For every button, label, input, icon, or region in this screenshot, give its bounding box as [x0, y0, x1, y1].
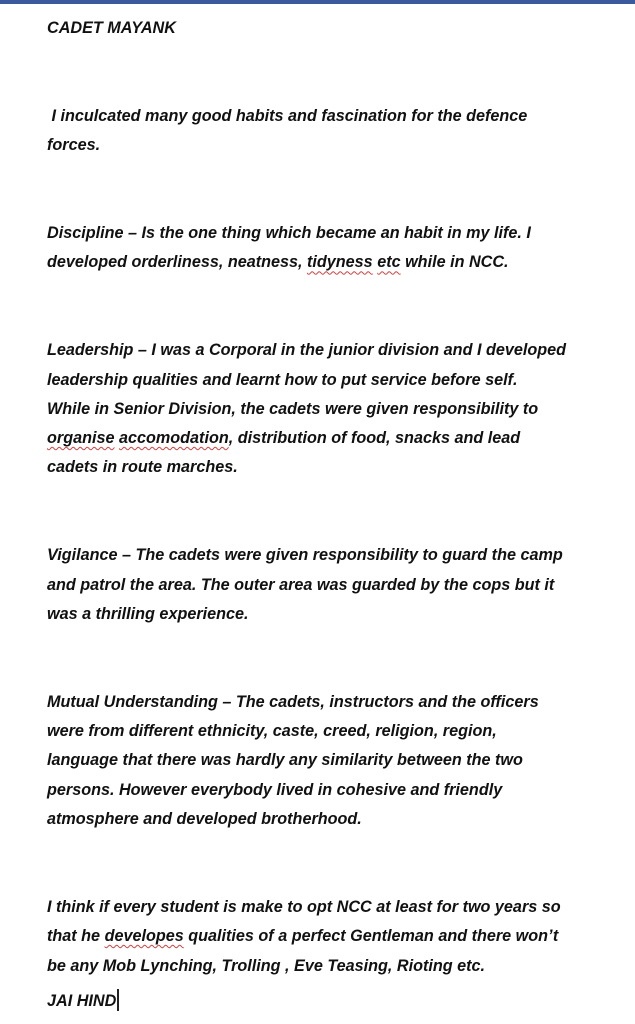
text-cursor — [117, 989, 119, 1011]
conclusion-line-2 — [47, 922, 622, 951]
mutual-line-4: persons. However everybody lived in cohesive and friendly — [47, 780, 503, 799]
conclusion-line-3: be any Mob Lynching, Trolling , Eve Teasing, Rioting etc. — [47, 956, 486, 975]
leadership-line-1: Leadership – I was a Corporal in the junior division and I developed — [47, 341, 567, 360]
conclusion-line-1: I think if every student is make to opt NCC at least for two years so — [47, 897, 561, 916]
signoff-line — [47, 987, 622, 1016]
conclusion-text-a: that he — [47, 927, 105, 946]
document-body[interactable] — [47, 14, 622, 1016]
mutual-line-1: Mutual Understanding – The cadets, instructors and the officers — [47, 692, 539, 711]
leadership-line-3: While in Senior Division, the cadets were given responsibility to — [47, 399, 539, 418]
leadership-line-4 — [47, 424, 622, 453]
leadership-line-2: leadership qualities and learnt how to put service before self. — [47, 370, 518, 389]
spellcheck-word: etc — [377, 253, 401, 272]
discipline-line-1: Discipline – Is the one thing which became an habit in my life. I — [47, 224, 531, 243]
signoff-text: JAI HIND — [47, 991, 117, 1010]
window-top-bar — [0, 0, 635, 4]
discipline-text-a: developed orderliness, neatness, — [47, 253, 307, 272]
leadership-text-d: , distribution of food, snacks and lead — [228, 429, 521, 448]
spellcheck-word: accomodation — [118, 429, 229, 448]
vigilance-line-3: was a thrilling experience. — [47, 604, 249, 623]
spellcheck-word: developes — [104, 927, 184, 946]
leadership-line-5: cadets in route marches. — [47, 458, 238, 477]
conclusion-text-c: qualities of a perfect Gentleman and there won’t — [183, 927, 559, 946]
mutual-line-3: language that there was hardly any similarity between the two — [47, 751, 523, 770]
discipline-line-2 — [47, 248, 622, 277]
author-name: CADET MAYANK — [47, 19, 176, 37]
spellcheck-word: organise — [47, 429, 115, 448]
mutual-line-5: atmosphere and developed brotherhood. — [47, 810, 362, 829]
vigilance-line-2: and patrol the area. The outer area was guarded by the cops but it — [47, 575, 555, 594]
discipline-text-e: while in NCC. — [400, 253, 509, 272]
mutual-line-2: were from different ethnicity, caste, creed, religion, region, — [47, 722, 497, 741]
intro-line-2: forces. — [47, 136, 101, 155]
intro-line-1: I inculcated many good habits and fascination for the defence — [47, 106, 528, 125]
spellcheck-word: tidyness — [307, 253, 373, 272]
vigilance-line-1: Vigilance – The cadets were given responsibility to guard the camp — [47, 546, 563, 565]
